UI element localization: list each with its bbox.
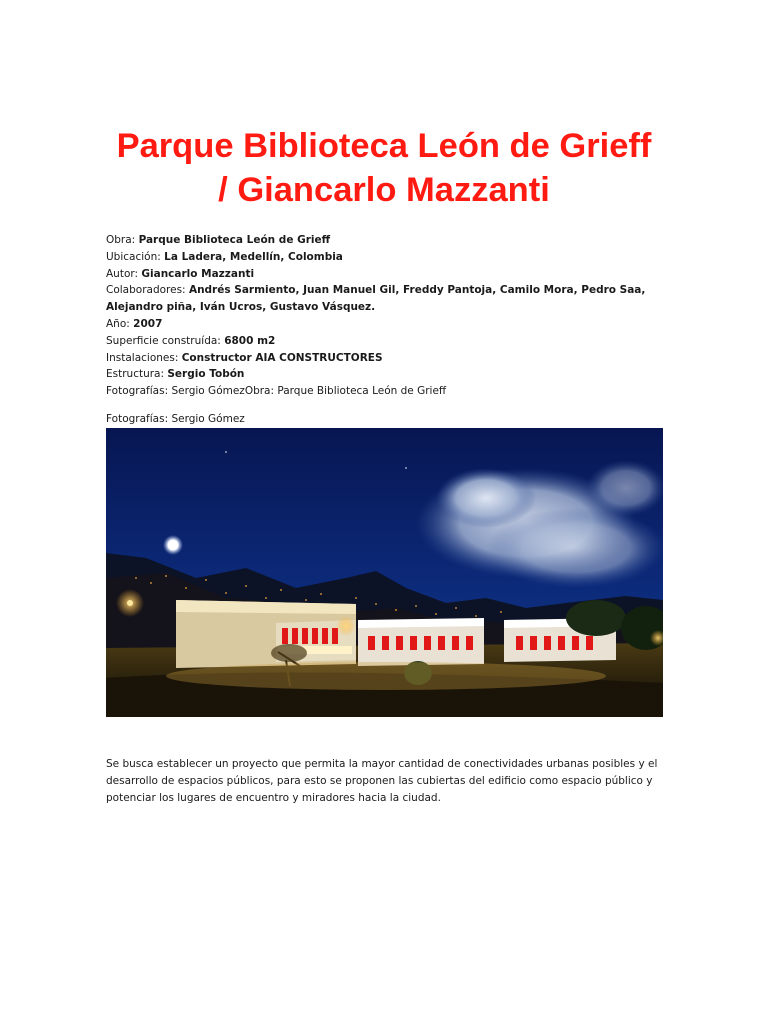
info-value: La Ladera, Medellín, Colombia bbox=[164, 250, 343, 263]
info-label: Colaboradores: bbox=[106, 284, 186, 297]
info-label: Fotografías: bbox=[106, 385, 169, 398]
info-row-superficie bbox=[106, 333, 666, 350]
info-value: Parque Biblioteca León de Grieff bbox=[138, 234, 331, 246]
info-value: Constructor AIA CONSTRUCTORES bbox=[181, 351, 383, 364]
project-info bbox=[106, 232, 666, 400]
info-value: Sergio Tobón bbox=[167, 368, 245, 381]
info-value: Giancarlo Mazzanti bbox=[141, 267, 255, 280]
night-photo-of-library-park-buildings bbox=[106, 428, 663, 717]
info-label: Ubicación: bbox=[106, 250, 161, 263]
info-value: Andrés Sarmiento, Juan Manuel Gil, Freddy Pantoja, Camilo Mora, Pedro Saa, Alejandro piña, Iván Ucros, Gustavo Vásquez. bbox=[106, 284, 646, 314]
info-label: Autor: bbox=[106, 267, 139, 280]
photo-image bbox=[106, 428, 663, 717]
info-row-estructura bbox=[106, 366, 666, 383]
description-paragraph: Se busca establecer un proyecto que permita la mayor cantidad de conectividades urbanas posibles y el desarrollo de espacios públicos, para esto se proponen las cubiertas del edificio como espacio público y potenciar los lugares de encuentro y miradores hacia la ciudad. bbox=[106, 758, 658, 804]
info-row-fotografias bbox=[106, 383, 666, 400]
info-row-instalaciones bbox=[106, 350, 666, 367]
info-row-obra bbox=[106, 232, 666, 249]
info-label: Año: bbox=[106, 317, 130, 330]
title-line-2: / Giancarlo Mazzanti bbox=[218, 171, 550, 209]
info-row-autor bbox=[106, 266, 666, 283]
info-label: Estructura: bbox=[106, 368, 165, 381]
title-line-1: Parque Biblioteca León de Grieff bbox=[116, 127, 652, 165]
info-value: 2007 bbox=[133, 317, 163, 330]
info-row-ano bbox=[106, 316, 666, 333]
info-label: Obra: bbox=[106, 234, 136, 246]
info-row-ubicacion bbox=[106, 249, 666, 266]
info-row-colaboradores bbox=[106, 282, 666, 316]
info-value: Sergio GómezObra: Parque Biblioteca León de Grieff bbox=[171, 385, 447, 398]
photo-caption: Fotografías: Sergio Gómez bbox=[106, 413, 245, 425]
info-label: Instalaciones: bbox=[106, 351, 179, 364]
info-value: 6800 m2 bbox=[224, 334, 276, 347]
page-title bbox=[80, 124, 688, 212]
info-label: Superficie construída: bbox=[106, 334, 221, 347]
